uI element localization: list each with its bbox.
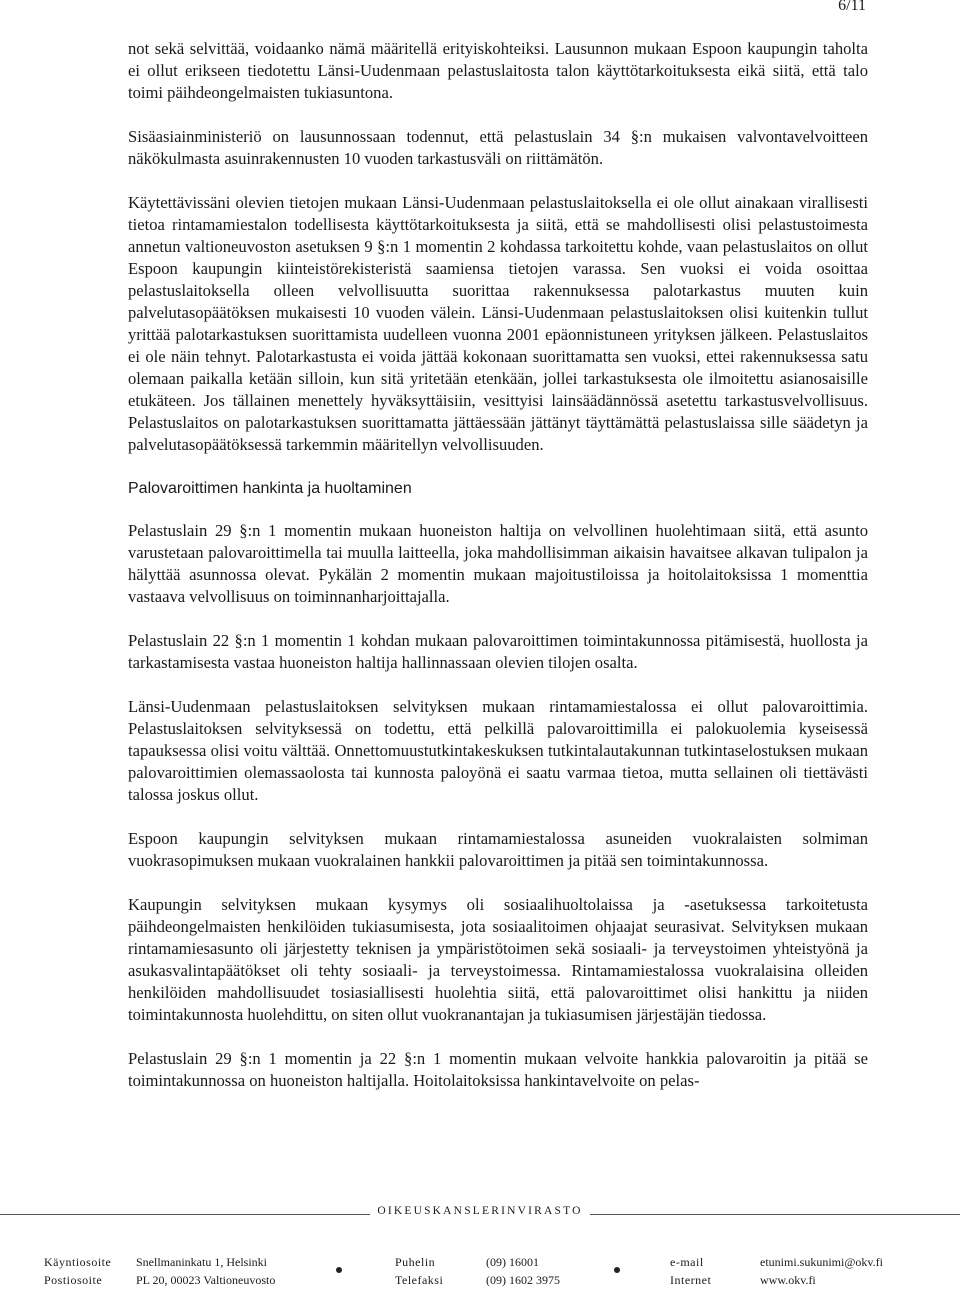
paragraph-5: Pelastuslain 22 §:n 1 momentin 1 kohdan mukaan palovaroittimen toimintakunnossa pitämisestä, huollosta ja tarkastamisesta vastaa huoneiston haltija hallinnassaan olevien tilojen osalta. [128,631,868,672]
phone-value: (09) 16001 [486,1255,539,1269]
paragraph-9: Pelastuslain 29 §:n 1 momentin ja 22 §:n 1 momentin mukaan velvoite hankkia palovaroitin ja pitää se toimintakunnossa on huoneiston haltijalla. Hoitolaitoksissa hankintavelvoite on pelas- [128,1049,868,1090]
document-body [128,38,868,1114]
paragraph-6: Länsi-Uudenmaan pelastuslaitoksen selvityksen mukaan rintamamiestalossa ei ollut palovaroittimia. Pelastuslaitoksen selvityksessä on todettu, että pelkillä palovaroittimilla ei palokuolemia kyseisessä tapauksessa olisi voitu välttää. Onnettomuustutkintakeskuksen tutkintalautakunnan tutkintaselostuksen mukaan palovaroittimien olemassaolosta tai kunnosta paloyönä ei saatu varmaa tietoa, mutta sellainen oli tiettävästi talossa joskus ollut. [128,697,868,804]
page-number: 6/11 [838,0,866,14]
email-value: etunimi.sukunimi@okv.fi [760,1255,883,1269]
email-label: e-mail [670,1255,704,1269]
fax-label: Telefaksi [395,1273,444,1287]
paragraph-1: not sekä selvittää, voidaanko nämä määritellä erityiskohteiksi. Lausunnon mukaan Espoon kaupungin taholta ei ollut erikseen tiedotettu Länsi-Uudenmaan pelastuslaitosta talon käyttötarkoituksesta eikä siitä, että talo toimi päihdeongelmaisten tukiasuntona. [128,39,868,102]
page-footer [0,1205,960,1291]
internet-label: Internet [670,1273,712,1287]
footer-rule-left [0,1214,370,1215]
paragraph-4: Pelastuslain 29 §:n 1 momentin mukaan huoneiston haltija on velvollinen huolehtimaan siitä, että asunto varustetaan palovaroittimella tai muulla laitteella, joka mahdollisimman aikaisin havaitsee alkavan tulipalon ja hälyttää asunnossa olevat. Pykälän 2 momentin mukaan majoitustiloissa ja hoitolaitoksissa 1 momenttia vastaava velvollisuus on toiminnanharjoittajalla. [128,521,868,606]
separator-dot-2 [614,1267,620,1273]
paragraph-3: Käytettävissäni olevien tietojen mukaan Länsi-Uudenmaan pelastuslaitoksella ei ole ollut ainakaan virallisesti tietoa rintamamiestalon todellisesta käyttötarkoituksesta ja siitä, että se mahdollisesti olisi pelastustoimesta annetun valtioneuvoston asetuksen 9 §:n 1 momentin 2 kohdassa tarkoitettu kohde, vaan pelastuslaitos on ollut Espoon kaupungin kiinteistörekisteristä saamiensa tietojen varassa. Sen vuoksi ei voida osoittaa pelastuslaitoksella olleen velvollisuutta suorittaa rakennuksessa palotarkastus muuten kuin palvelutasopäätöksen mukaisesti 10 vuoden välein. Länsi-Uudenmaan pelastuslaitoksen olisi kuitenkin tullut yrittää palotarkastuksen suorittamista uudelleen vuonna 2001 epäonnistuneen yrityksen jälkeen. Pelastuslaitos ei ole näin tehnyt. Palotarkastusta ei voida jättää kokonaan suorittamatta sen vuoksi, ettei rakennuksessa satu olemaan paikalla ketään silloin, kun sitä yritetään etenkään, jollei tarkastuksesta ole ilmoitettu asianosaisille etukäteen. Jos tällainen menettely hyväksyttäisiin, vesittyisi lainsäädännössä asetettu tarkastusvelvollisuus. Pelastuslaitos on palotarkastuksen suorittamatta jättäessään jättänyt täyttämättä pelastuslaissa sille säädetyn ja palvelutasopäätöksessä tarkemmin määritellyn velvollisuuden. [128,193,868,454]
footer-rule-right [590,1214,960,1215]
phone-label: Puhelin [395,1255,436,1269]
postal-address-value: PL 20, 00023 Valtioneuvosto [136,1273,276,1287]
visit-address-value: Snellmaninkatu 1, Helsinki [136,1255,267,1269]
separator-dot-1 [336,1267,342,1273]
section-heading: Palovaroittimen hankinta ja huoltaminen [128,480,412,497]
paragraph-7: Espoon kaupungin selvityksen mukaan rintamamiestalossa asuneiden vuokralaisten solmiman vuokrasopimuksen mukaan vuokralainen hankkii palovaroittimen ja pitää sen toimintakunnossa. [128,829,868,870]
paragraph-8: Kaupungin selvityksen mukaan kysymys oli sosiaalihuoltolaissa ja -asetuksessa tarkoitetusta päihdeongelmaisten henkilöiden tukiasumisesta, jota sosiaalitoimen ohjaajat seurasivat. Selvityksen mukaan rintamamiesasunto oli järjestetty teknisen ja ympäristötoimen sekä sosiaali- ja terveystoimen yhteistyönä ja asukasvalintapäätökset oli tehty sosiaali- ja terveystoimessa. Rintamamiestalossa vuokralaisina olleiden henkilöiden mahdollisuudet tosiasiallisesti huolehtia siitä, että palovaroittimet olisi hankittu ja niiden toimintakunnosta huolehdittu, on siten ollut vuokranantajan ja tukiasumisen järjestäjän tiedossa. [128,895,868,1024]
fax-value: (09) 1602 3975 [486,1273,560,1287]
postal-address-label: Postiosoite [44,1273,103,1287]
office-name: OIKEUSKANSLERINVIRASTO [377,1205,583,1217]
visit-address-label: Käyntiosoite [44,1255,112,1269]
paragraph-2: Sisäasiainministeriö on lausunnossaan todennut, että pelastuslain 34 §:n mukaisen valvontavelvoitteen näkökulmasta asuinrakennusten 10 vuoden tarkastusväli on riittämätön. [128,127,868,168]
internet-value: www.okv.fi [760,1273,816,1287]
